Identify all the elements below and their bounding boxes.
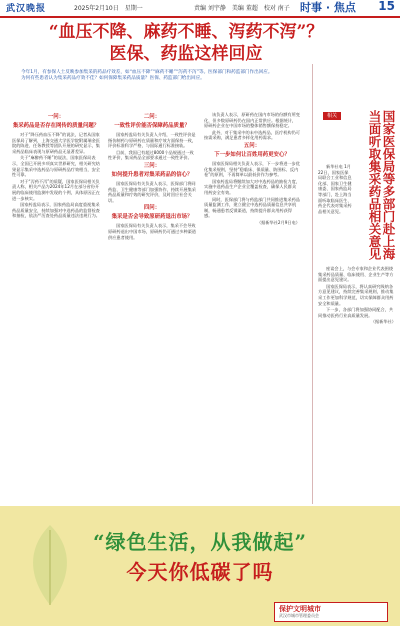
sidebar-headline: 国家医保局等多部门赴上海当面听取集采药品相关意见 — [367, 110, 396, 260]
issue-date: 2025年2月10日 星期一 — [74, 5, 143, 12]
sidebar-paragraph: 座谈会上，与会专家和企业代表围绕集采药品质量、临床使用、企业生产等方面提出意见建议。 — [318, 266, 394, 283]
sidebar-paragraph: 新华社电 1月22日，国家医保局联合工业和信息化部、国家卫生健康委、国家药监局等部门，赴上海当面听取临床医生、药企代表对集采药品相关意见。 — [318, 164, 352, 214]
subsection-heading: 集采药品是否存在网传的质量问题？ — [12, 123, 100, 129]
public-service-ad — [0, 506, 400, 626]
related-tag: 相关 — [323, 112, 341, 120]
body-paragraph: 该负责人表示，原研药在国内市场的份额有所变化，但多数原研药仍在国内正常供应。根据统计，原研药企业在中国市场的整体销售额保持稳定。 — [204, 112, 300, 129]
subsection-heading: 如何提升患者对集采药品的信心？ — [111, 171, 193, 178]
body-paragraph: 同时，医保部门将与药监部门共同推进集采药品质量监测工作，建立健全中选药品质量信息共享机制，畅通患者反馈渠道，持续提升群众用药获得感。 — [204, 196, 300, 219]
article-column-1 — [12, 112, 100, 498]
sidebar-byline: （据新华社） — [370, 319, 396, 325]
sidebar-paragraph: 下一步，各部门将加强协同配合，共同推动医药行业高质量发展。 — [318, 307, 394, 318]
sidebar-body-2 — [318, 266, 396, 326]
ad-question: 今天你低碳了吗 — [126, 560, 274, 584]
body-paragraph: 关于“麻醉药不睡”的说法，国家医保局表示，全国已开展多项真实世界研究，相关研究结果显示集采中选药品与原研药品疗效相当，安全性可靠。 — [12, 155, 100, 178]
subsection-heading: 一问： — [47, 114, 65, 120]
lead-paragraph: 今年1月，有参保人士反映参加集采的药品疗效差，如“血压不降”“麻药不睡”“泻药不泻”等。医保部门和药监部门作出回应。 — [21, 70, 273, 75]
sidebar-paragraph: 国家医保局表示，将认真研究吸纳各方意见建议，持续完善集采规则，推动集采工作更加科学规范，切实保障群众用药安全和质量。 — [318, 283, 394, 306]
article-column-2 — [108, 112, 196, 498]
body-paragraph: 国家药监局有关负责人介绍，一致性评价是指仿制药与原研药在质量和疗效方面保持一致，评价标准科学严格，与国际通行标准接轨。 — [108, 132, 196, 149]
article-byline: （据新华社2月9日电） — [256, 219, 300, 225]
editor-credits: 责编 刘宇静 美编 董超 校对 南子 — [194, 5, 290, 12]
sidebar-body-1 — [318, 164, 352, 215]
body-paragraph: 对于“降压药血压不降”的说法，记者从国家医保局了解到，上海交通大学医学院附属瑞金医院的陈进、任务教授等团队开展的研究显示，集采药品临床表现与原研药品无显著差异。 — [12, 132, 100, 154]
column-divider — [312, 64, 313, 504]
article-headline: “血压不降、麻药不睡、泻药不泻”？ — [48, 22, 324, 42]
civilized-city-logo — [274, 602, 388, 622]
body-paragraph: 对于“泻药不泻”的质疑，国家医保局相关负责人称，相关产品为2024年12月在部分省份开展的临床使用监测中发现的个例，具体原因正在进一步核实。 — [12, 178, 100, 201]
article-subhead: 医保、药监这样回应 — [109, 44, 263, 64]
body-paragraph: 国家药监局表示，国家药监局高度重视集采药品质量安全，持续加强对中选药品的监督检查和抽检，依法严厉查处药品质量违法违规行为。 — [12, 202, 100, 219]
subsection-heading: 二问： — [143, 114, 161, 120]
subsection-heading: 四问： — [143, 205, 161, 212]
logo-title: 保护文明城市 — [279, 605, 321, 613]
subsection-heading: 五问： — [243, 142, 261, 149]
section-title: 时事 · 焦点 — [300, 1, 356, 14]
subsection-heading: 三问： — [143, 162, 161, 169]
subsection-heading: 集采是否会导致原研药退出市场？ — [111, 214, 193, 221]
lead-paragraph: 为何有些患者认为集采药品疗效不佳？如何保障集采药品质量？医保、药监部门给出回应。 — [21, 76, 205, 82]
body-paragraph: 国家药监局将继续加大对中选药品的抽检力度，实施中选药品生产企业全覆盖检查，确保人民群众用药安全有效。 — [204, 178, 300, 195]
newspaper-brand: 武汉晚报 — [6, 4, 47, 14]
body-paragraph: 国家医保局有关负责人表示，医保部门将同药监、卫生健康等部门加强协作，持续开展集采药品质量和疗效的研究评价，及时回应社会关切。 — [108, 180, 196, 203]
body-paragraph: 国家医保局有关负责人表示，集采不会导致原研药退出中国市场，原研药仍可通过多种渠道供应患者使用。 — [108, 223, 196, 240]
article-lead — [12, 70, 320, 82]
masthead — [0, 0, 400, 18]
logo-subtitle: 武汉市城市管理委员会 — [279, 613, 319, 618]
body-paragraph: 目前，我国已有超过8000个品规通过一致性评价，集采药品全部要求通过一致性评价。 — [108, 149, 194, 161]
ad-slogan: “绿色生活，从我做起” — [92, 530, 307, 554]
body-paragraph: 此外，对于集采中的未中选药品，医疗机构仍可按需采购，满足患者多样化用药需求。 — [204, 129, 300, 141]
page-number: 15 — [378, 0, 395, 13]
subsection-heading: 下一步如何让百姓用药更安心？ — [214, 151, 290, 158]
article-column-3 — [204, 112, 300, 498]
body-paragraph: 国家医保局相关负责人表示，下一步将进一步优化集采规则，坚持“稳临床、保质量、防围标、反内卷”的原则，不再简单以最低价作为参考。 — [204, 160, 300, 178]
subsection-heading: 一致性评价能否保障药品质量？ — [114, 123, 190, 129]
